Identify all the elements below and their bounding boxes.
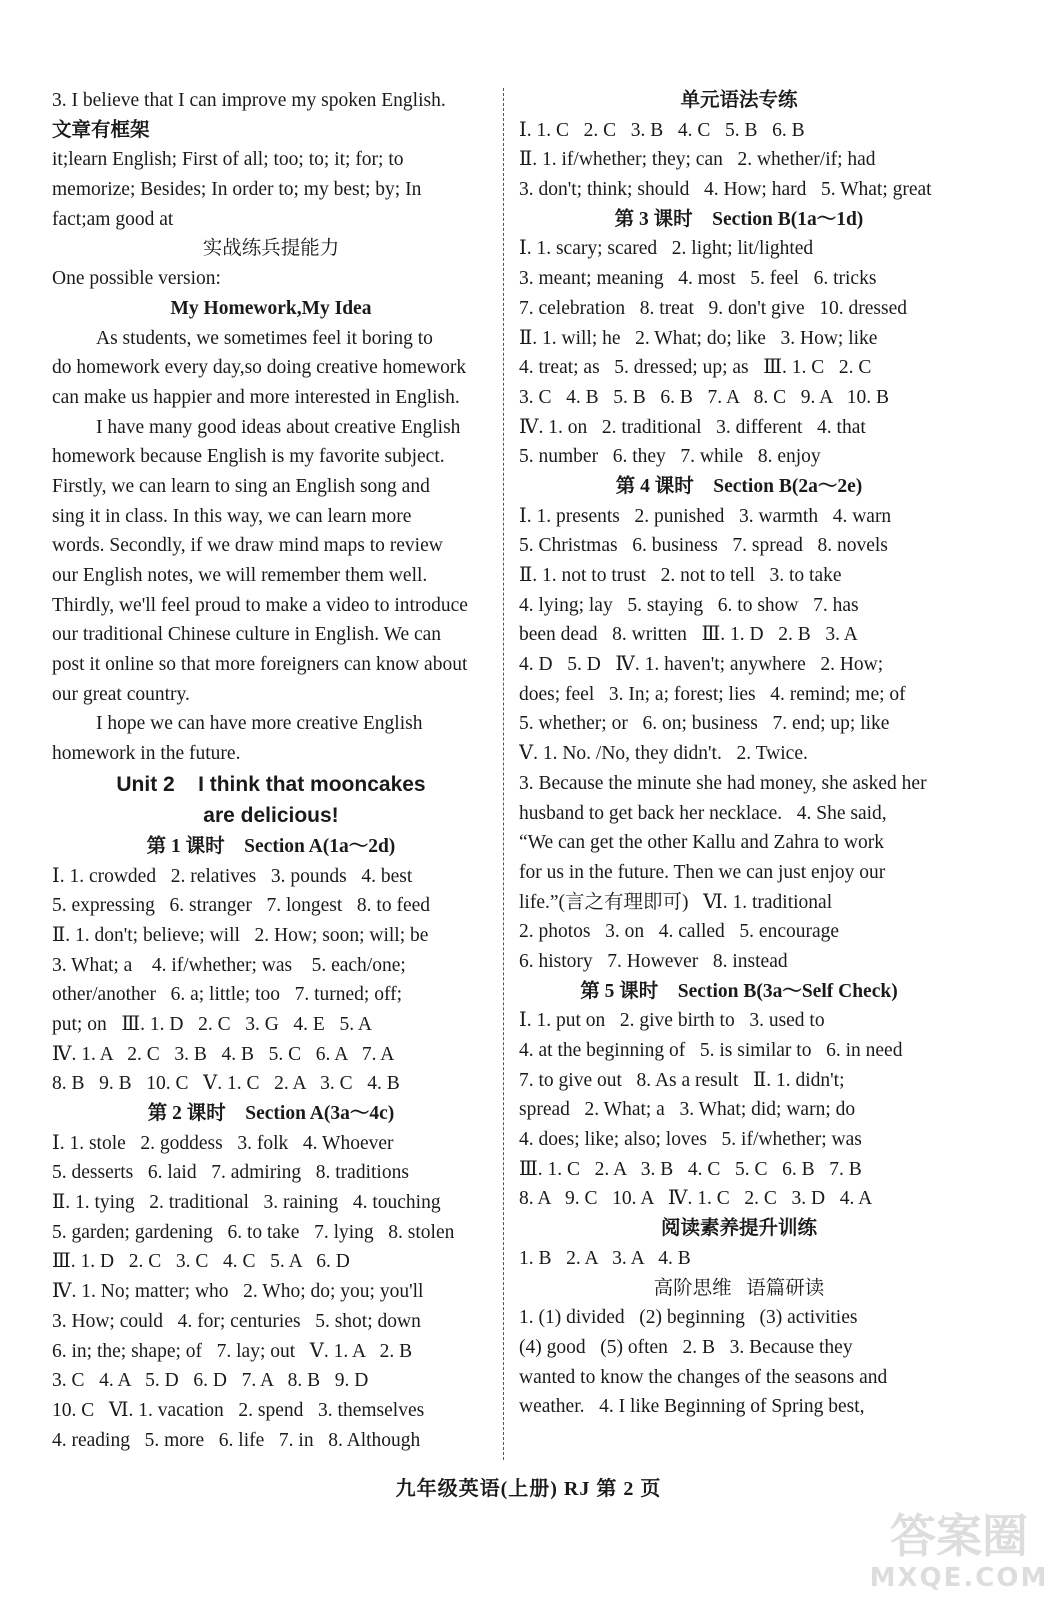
answer-line: As students, we sometimes feel it boring to bbox=[96, 327, 433, 349]
watermark-logo-text: 答案圈 bbox=[890, 1509, 1028, 1563]
answer-line: 5. desserts 6. laid 7. admiring 8. traditions bbox=[52, 1162, 409, 1184]
answer-line: Ⅰ. 1. put on 2. give birth to 3. used to bbox=[519, 1010, 825, 1032]
answer-line: does; feel 3. In; a; forest; lies 4. remind; me; of bbox=[519, 683, 906, 705]
page-footer: 九年级英语(上册) RJ 第 2 页 bbox=[395, 1478, 662, 1500]
answer-line: Ⅳ. 1. on 2. traditional 3. different 4. that bbox=[519, 416, 866, 438]
unit-title-line-2: are delicious! bbox=[203, 804, 339, 828]
answer-line: One possible version: bbox=[52, 268, 221, 290]
watermark-logo bbox=[869, 1502, 1049, 1594]
answer-line: fact;am good at bbox=[52, 208, 174, 230]
answer-line: 第 3 课时 Section B(1a～1d) bbox=[614, 208, 864, 230]
answer-line: 单元语法专练 bbox=[680, 90, 798, 111]
answer-line: 第 1 课时 Section A(1a～2d) bbox=[146, 835, 396, 857]
unit-title bbox=[52, 769, 490, 832]
answer-line: homework because English is my favorite subject. bbox=[52, 446, 445, 468]
answer-line: 5. Christmas 6. business 7. spread 8. novels bbox=[519, 535, 888, 557]
answer-line: Ⅰ. 1. stole 2. goddess 3. folk 4. Whoever bbox=[52, 1132, 394, 1154]
answer-line: 5. whether; or 6. on; business 7. end; up; like bbox=[519, 713, 890, 735]
answer-line: 7. celebration 8. treat 9. don't give 10. dressed bbox=[519, 297, 907, 319]
answer-line: 3. How; could 4. for; centuries 5. shot; down bbox=[52, 1310, 421, 1332]
answer-line: Ⅱ. 1. don't; believe; will 2. How; soon; will; be bbox=[52, 924, 429, 946]
answer-line: our English notes, we will remember them well. bbox=[52, 565, 428, 586]
answer-line: 3. meant; meaning 4. most 5. feel 6. tricks bbox=[519, 268, 877, 290]
answer-line: spread 2. What; a 3. What; did; warn; do bbox=[519, 1099, 856, 1121]
watermark-logo-url: MXQE.COM bbox=[869, 1563, 1049, 1593]
answer-line: 3. don't; think; should 4. How; hard 5. What; great bbox=[519, 179, 932, 201]
answer-line: 10. C Ⅵ. 1. vacation 2. spend 3. themselves bbox=[52, 1399, 425, 1421]
answer-line: 3. C 4. A 5. D 6. D 7. A 8. B 9. D bbox=[52, 1370, 369, 1392]
answer-line: Ⅲ. 1. C 2. A 3. B 4. C 5. C 6. B 7. B bbox=[519, 1158, 862, 1180]
answer-line: our great country. bbox=[52, 683, 190, 705]
answer-line: been dead 8. written Ⅲ. 1. D 2. B 3. A bbox=[519, 624, 858, 646]
answer-line: sing it in class. In this way, we can learn more bbox=[52, 505, 412, 527]
answer-line: our traditional Chinese culture in English. We can bbox=[52, 624, 442, 646]
answer-line: My Homework,My Idea bbox=[170, 297, 372, 319]
answer-line: memorize; Besides; In order to; my best; by; In bbox=[52, 179, 422, 201]
answer-line: 阅读素养提升训练 bbox=[660, 1218, 817, 1240]
answer-line: I have many good ideas about creative English bbox=[96, 416, 461, 438]
answer-line: weather. 4. I like Beginning of Spring best, bbox=[519, 1396, 865, 1418]
answer-line: 4. D 5. D Ⅳ. 1. haven't; anywhere 2. How; bbox=[519, 654, 884, 676]
left-answer-block-1 bbox=[52, 86, 490, 769]
answer-line: 4. does; like; also; loves 5. if/whether; was bbox=[519, 1129, 862, 1151]
answer-line: 1. B 2. A 3. A 4. B bbox=[519, 1247, 691, 1269]
answer-line: Ⅱ. 1. tying 2. traditional 3. raining 4. touching bbox=[52, 1192, 441, 1214]
answer-line: 4. reading 5. more 6. life 7. in 8. Although bbox=[52, 1429, 421, 1451]
answer-line: 1. (1) divided (2) beginning (3) activities bbox=[519, 1307, 858, 1329]
answer-line: 第 4 课时 Section B(2a～2e) bbox=[615, 475, 863, 497]
answer-line: 5. number 6. they 7. while 8. enjoy bbox=[519, 446, 821, 468]
left-answer-block-2 bbox=[52, 832, 490, 1455]
answer-line: 文章有框架 bbox=[52, 119, 150, 141]
answer-line: 3. Because the minute she had money, she asked her bbox=[519, 772, 927, 794]
answer-line: it;learn English; First of all; too; to; it; for; to bbox=[52, 149, 404, 171]
answer-line: 高阶思维 语篇研读 bbox=[653, 1277, 825, 1299]
answer-line: 4. at the beginning of 5. is similar to 6. in need bbox=[519, 1040, 903, 1061]
answer-line: Ⅳ. 1. A 2. C 3. B 4. B 5. C 6. A 7. A bbox=[52, 1043, 395, 1065]
right-column bbox=[519, 86, 959, 1422]
answer-line: for us in the future. Then we can just enjoy our bbox=[519, 861, 886, 883]
answer-line: 5. garden; gardening 6. to take 7. lying 8. stolen bbox=[52, 1221, 455, 1243]
answer-line: Ⅰ. 1. crowded 2. relatives 3. pounds 4. best bbox=[52, 865, 413, 887]
right-answer-block bbox=[519, 86, 959, 1422]
answer-line: Ⅰ. 1. presents 2. punished 3. warmth 4. warn bbox=[519, 505, 892, 527]
answer-line: wanted to know the changes of the seasons and bbox=[519, 1366, 888, 1388]
answer-line: Ⅱ. 1. if/whether; they; can 2. whether/if; had bbox=[519, 149, 876, 171]
answer-line: 3. I believe that I can improve my spoken English. bbox=[52, 90, 446, 111]
answer-line: words. Secondly, if we draw mind maps to review bbox=[52, 535, 443, 557]
answer-line: husband to get back her necklace. 4. She said, bbox=[519, 802, 887, 824]
answer-line: put; on Ⅲ. 1. D 2. C 3. G 4. E 5. A bbox=[52, 1013, 372, 1035]
answer-line: 4. lying; lay 5. staying 6. to show 7. has bbox=[519, 594, 859, 616]
answer-line: can make us happier and more interested in English. bbox=[52, 386, 460, 408]
answer-line: other/another 6. a; little; too 7. turned; off; bbox=[52, 984, 403, 1006]
answer-line: “We can get the other Kallu and Zahra to work bbox=[519, 832, 884, 854]
answer-line: 3. What; a 4. if/whether; was 5. each/one; bbox=[52, 954, 406, 976]
answer-line: Ⅱ. 1. will; he 2. What; do; like 3. How; like bbox=[519, 327, 878, 349]
answer-line: Ⅰ. 1. scary; scared 2. light; lit/lighted bbox=[519, 238, 814, 260]
answer-line: 第 5 课时 Section B(3a～Self Check) bbox=[580, 980, 898, 1002]
answer-line: Ⅲ. 1. D 2. C 3. C 4. C 5. A 6. D bbox=[52, 1251, 350, 1273]
unit-title-line-1: Unit 2 I think that mooncakes bbox=[116, 772, 426, 796]
answer-line: 6. in; the; shape; of 7. lay; out Ⅴ. 1. A 2. B bbox=[52, 1340, 413, 1362]
answer-line: 第 2 课时 Section A(3a～4c) bbox=[147, 1103, 395, 1124]
left-column bbox=[52, 86, 490, 1455]
answer-line: 2. photos 3. on 4. called 5. encourage bbox=[519, 921, 840, 943]
answer-line: I hope we can have more creative English bbox=[96, 713, 423, 735]
answer-line: post it online so that more foreigners can know about bbox=[52, 654, 468, 676]
answer-line: 4. treat; as 5. dressed; up; as Ⅲ. 1. C 2. C bbox=[519, 357, 872, 379]
answer-line: life.”(言之有理即可) Ⅵ. 1. traditional bbox=[519, 891, 833, 913]
answer-line: (4) good (5) often 2. B 3. Because they bbox=[519, 1336, 853, 1358]
answer-line: do homework every day,so doing creative homework bbox=[52, 357, 467, 379]
answer-line: Thirdly, we'll feel proud to make a video to introduce bbox=[52, 594, 468, 616]
answer-line: 6. history 7. However 8. instead bbox=[519, 950, 788, 972]
answer-line: Firstly, we can learn to sing an English song and bbox=[52, 475, 430, 497]
column-divider bbox=[503, 88, 504, 1460]
answer-line: Ⅰ. 1. C 2. C 3. B 4. C 5. B 6. B bbox=[519, 119, 805, 141]
answer-line: 8. B 9. B 10. C Ⅴ. 1. C 2. A 3. C 4. B bbox=[52, 1073, 400, 1095]
answer-line: 7. to give out 8. As a result Ⅱ. 1. didn't; bbox=[519, 1069, 845, 1091]
answer-line: Ⅱ. 1. not to trust 2. not to tell 3. to take bbox=[519, 565, 842, 586]
answer-line: homework in the future. bbox=[52, 743, 241, 765]
answer-line: 实战练兵提能力 bbox=[202, 238, 340, 260]
answer-line: 3. C 4. B 5. B 6. B 7. A 8. C 9. A 10. B bbox=[519, 386, 890, 408]
answer-line: 8. A 9. C 10. A Ⅳ. 1. C 2. C 3. D 4. A bbox=[519, 1188, 873, 1210]
answer-line: Ⅳ. 1. No; matter; who 2. Who; do; you; you'll bbox=[52, 1281, 424, 1303]
answer-line: 5. expressing 6. stranger 7. longest 8. to feed bbox=[52, 895, 431, 917]
answer-line: Ⅴ. 1. No. /No, they didn't. 2. Twice. bbox=[519, 743, 808, 765]
